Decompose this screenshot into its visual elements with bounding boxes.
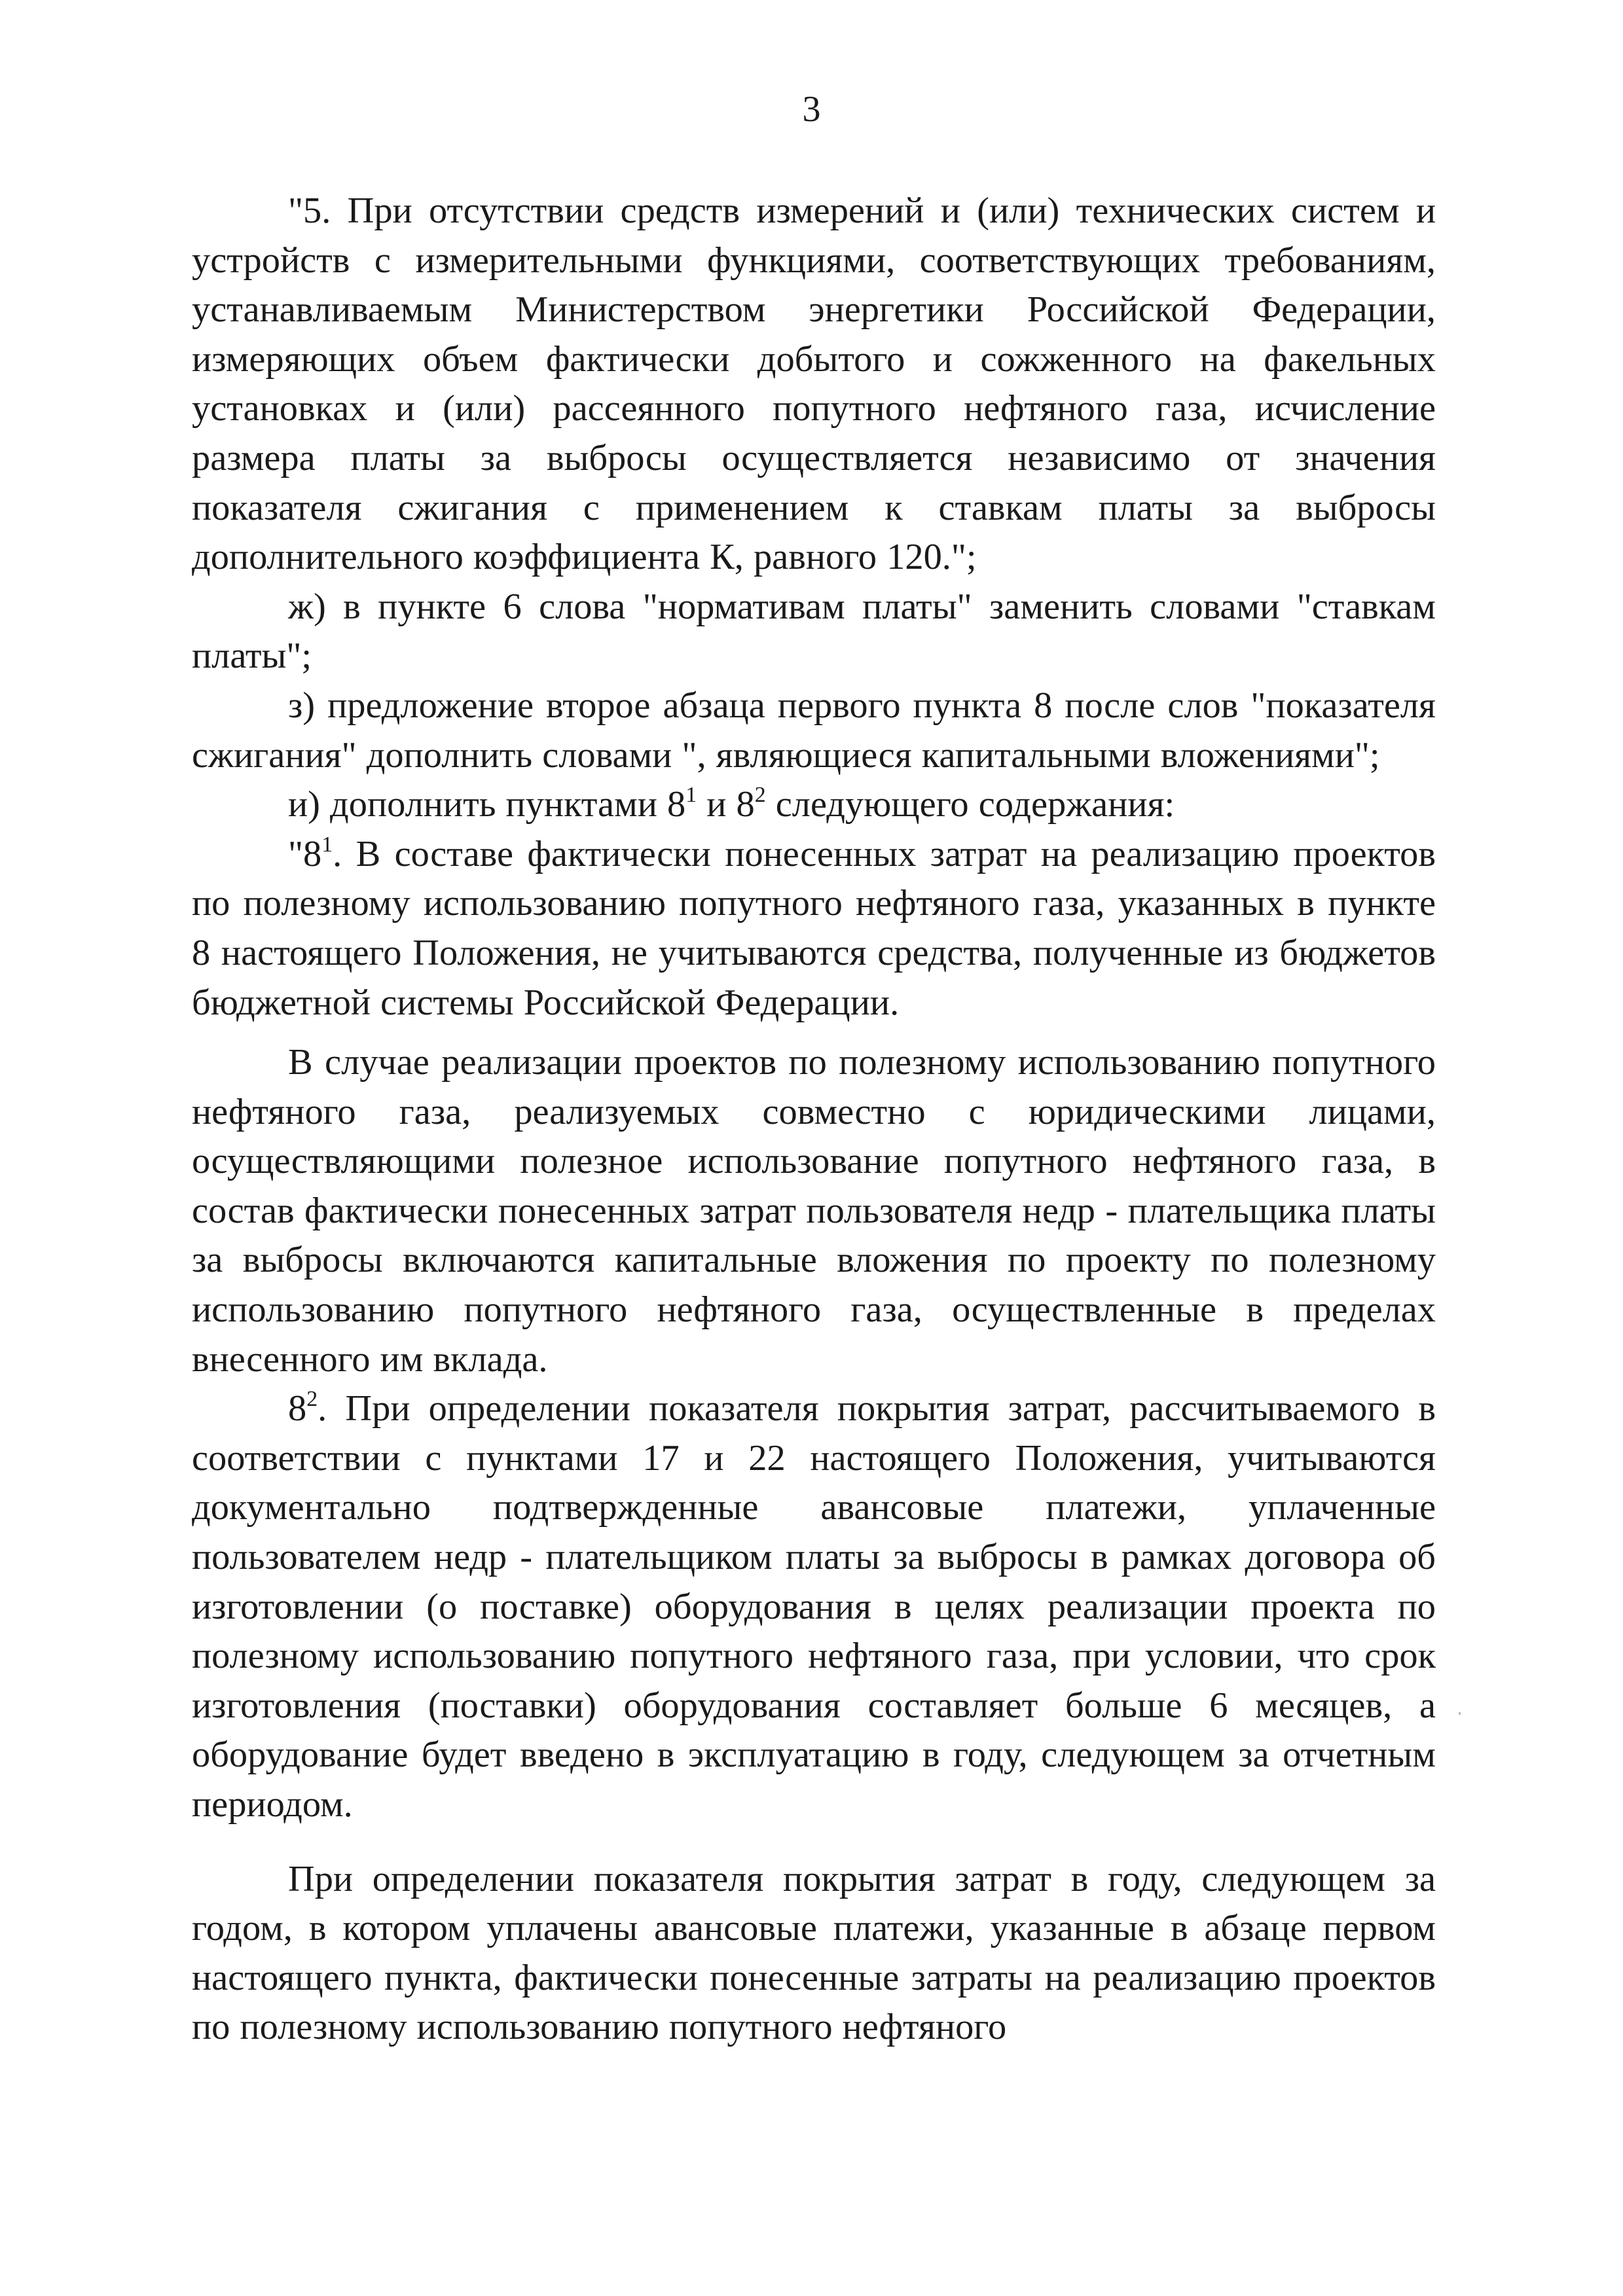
point-8-1-number: "8 xyxy=(288,833,322,874)
page-number: 3 xyxy=(802,89,821,130)
paragraph-cost-coverage: При определении показателя покрытия затрат в году, следующем за годом, в котором уплачены авансовые платежи, указанные в абзаце первом настоящего пункта, фактически понесенные затраты на реализацию проектов по полезному использованию попутного нефтяного xyxy=(192,1858,1436,2048)
superscript-index: 1 xyxy=(321,832,333,857)
paragraph-point-5: "5. При отсутствии средств измерений и (или) технических систем и устройств с измерительными функциями, соответствующих требованиям, устанавливаемым Министерством энергетики Российской Федерации, измеряющих объем фактически добытого и сожженного на факельных установках и (или) рассеянного попутного нефтяного газа, исчисление размера платы за выбросы осуществляется независимо от значения показателя сжигания с применением к ставкам платы за выбросы дополнительного коэффициента К, равного 120."; xyxy=(192,190,1436,578)
point-8-1-text: . В составе фактически понесенных затрат на реализацию проектов по полезному использованию попутного нефтяного газа, указанных в пункте 8 настоящего Положения, не учитываются средства, полученные из бюджетов бюджетной системы Российской Федерации. xyxy=(192,833,1436,1023)
paragraph-subpoint-i xyxy=(192,780,1436,830)
superscript-index: 2 xyxy=(754,783,766,808)
document-body xyxy=(192,187,1436,2053)
paragraph-subpoint-z: з) предложение второе абзаца первого пункта 8 после слов "показателя сжигания" дополнить словами ", являющиеся капитальными вложениями"; xyxy=(192,685,1436,776)
superscript-index: 2 xyxy=(306,1387,318,1412)
scan-speck xyxy=(1459,1712,1461,1715)
paragraph-point-8-1 xyxy=(192,830,1436,1028)
paragraph-joint-projects: В случае реализации проектов по полезному использованию попутного нефтяного газа, реализуемых совместно с юридическими лицами, осуществляющими полезное использование попутного нефтяного газа, в состав фактически понесенных затрат пользователя недр - плательщика платы за выбросы включаются капитальные вложения по проекту по полезному использованию попутного нефтяного газа, осуществленные в пределах внесенного им вклада. xyxy=(192,1042,1436,1380)
subpoint-i-text-middle: и 8 xyxy=(697,784,755,825)
paragraph-subpoint-zh: ж) в пункте 6 слова "нормативам платы" заменить словами "ставкам платы"; xyxy=(192,586,1436,677)
superscript-index: 1 xyxy=(685,783,697,808)
point-8-2-number: 8 xyxy=(288,1388,307,1429)
subpoint-i-text-start: и) дополнить пунктами 8 xyxy=(288,784,686,825)
subpoint-i-text-end: следующего содержания: xyxy=(765,784,1175,825)
paragraph-point-8-2 xyxy=(192,1384,1436,1829)
point-8-2-text: . При определении показателя покрытия затрат, рассчитываемого в соответствии с пунктами 17 и 22 настоящего Положения, учитываются документально подтвержденные авансовые платежи, уплаченные пользователем недр - плательщиком платы за выбросы в рамках договора об изготовлении (о поставке) оборудования в целях реализации проекта по полезному использованию попутного нефтяного газа, при условии, что срок изготовления (поставки) оборудования составляет больше 6 месяцев, а оборудование будет введено в эксплуатацию в году, следующем за отчетным периодом. xyxy=(192,1388,1436,1825)
